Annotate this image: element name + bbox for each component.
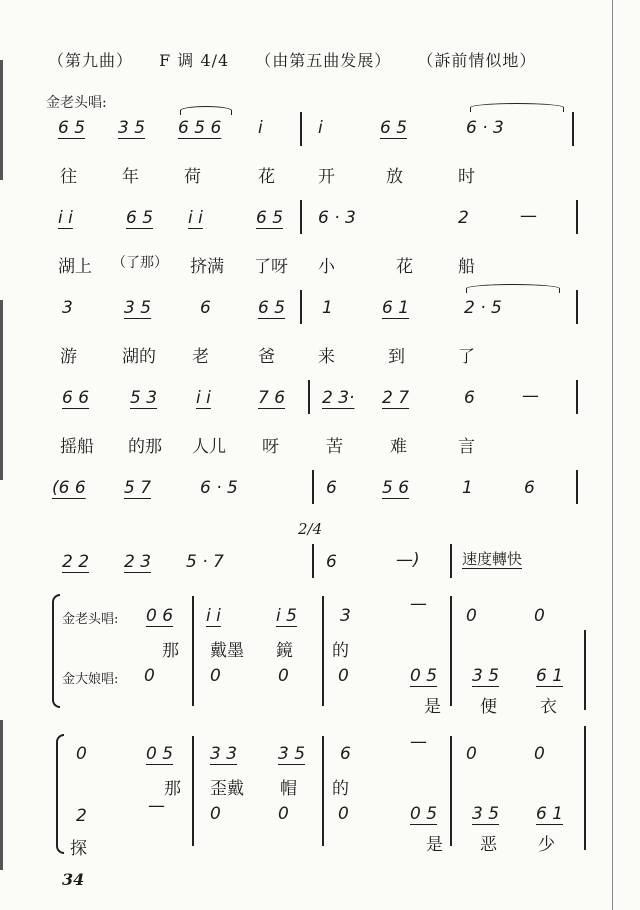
bar-line [576, 470, 578, 504]
note: 0 [338, 666, 349, 686]
staff-brace [56, 734, 64, 854]
note: 0 [534, 744, 545, 764]
bar-line [576, 200, 578, 234]
singer-label: 金老头唱: [46, 95, 107, 111]
lyric: 是 [424, 697, 441, 717]
lyric: 摇船 [60, 437, 94, 457]
lyric: 花 [396, 257, 413, 277]
lyric: 那 [162, 641, 179, 661]
note: — [520, 206, 537, 226]
binding-mark [0, 300, 3, 480]
lyric: 湖的 [122, 347, 156, 367]
bar-line [192, 596, 194, 706]
lyric: 探 [70, 839, 87, 859]
note: 6 [524, 478, 535, 498]
lyric: 言 [458, 437, 475, 457]
bar-line [300, 112, 302, 146]
piece-header [48, 48, 556, 71]
note: 0 [210, 666, 221, 686]
note: 5 · 7 [186, 552, 224, 572]
note: i [318, 118, 323, 138]
slur [470, 103, 564, 112]
note: 1 [322, 298, 333, 318]
note: 0 5 [410, 804, 438, 824]
lyric: 帽 [280, 779, 297, 799]
note: 0 [278, 804, 289, 824]
bar-line [450, 736, 452, 846]
note: i i [206, 606, 221, 626]
singer-label: 金老头唱: [62, 612, 119, 627]
lyric: 少 [538, 835, 555, 855]
note: i i [58, 208, 73, 228]
lyric: 游 [60, 347, 77, 367]
note: 3 [340, 606, 351, 626]
note: 5 3 [130, 388, 158, 408]
note: i 5 [276, 606, 297, 626]
note: 3 [62, 298, 73, 318]
lyric: 便 [480, 697, 497, 717]
note: 0 [278, 666, 289, 686]
lyric: 到 [388, 347, 405, 367]
note: 0 [76, 744, 87, 764]
lyric: 苦 [326, 437, 343, 457]
note: i i [196, 388, 211, 408]
lyric: 放 [386, 167, 403, 187]
bar-line [572, 112, 574, 146]
note: 1 [462, 478, 473, 498]
bar-line [192, 736, 194, 846]
mood-note: （訴前情似地） [417, 51, 537, 70]
note: 6 [340, 744, 351, 764]
lyric: 那 [164, 779, 181, 799]
lyric: 挤满 [190, 257, 224, 277]
staff-brace [52, 594, 60, 708]
bar-line [312, 544, 314, 578]
bar-line [450, 544, 452, 578]
note: 6 1 [536, 666, 564, 686]
note: 6 · 5 [200, 478, 238, 498]
note: 6 6 [62, 388, 90, 408]
lyric: （了那） [112, 255, 168, 271]
note: 6 [326, 478, 337, 498]
note: 0 [210, 804, 221, 824]
note: i [258, 118, 263, 138]
lyric: 往 [60, 167, 77, 187]
origin-note: （由第五曲发展） [255, 51, 392, 70]
lyric: 了呀 [254, 257, 288, 277]
lyric: 是 [426, 835, 443, 855]
slur [180, 106, 232, 115]
bar-line [450, 596, 452, 706]
lyric: 衣 [540, 697, 557, 717]
lyric: 呀 [262, 437, 279, 457]
note: 0 [144, 666, 155, 686]
note: 6 5 [256, 208, 284, 228]
lyric: 人儿 [192, 437, 226, 457]
key-signature: F 调 4/4 [159, 51, 230, 70]
note: 6 [464, 388, 475, 408]
slur [466, 284, 560, 293]
note: 6 1 [536, 804, 564, 824]
note: 2 [458, 208, 469, 228]
note: — [522, 386, 539, 406]
lyric: 小 [318, 257, 335, 277]
lyric: 的 [332, 779, 349, 799]
note: 6 5 [58, 118, 86, 138]
singer-label: 金大娘唱: [62, 672, 119, 687]
note: i i [188, 208, 203, 228]
lyric: 难 [390, 437, 407, 457]
lyric: 爸 [258, 347, 275, 367]
note: — [410, 594, 427, 614]
note: 6 [326, 552, 337, 572]
note: 6 5 [258, 298, 286, 318]
note: 0 6 [146, 606, 174, 626]
lyric: 时 [458, 167, 475, 187]
bar-line [576, 290, 578, 324]
note: 3 5 [124, 298, 152, 318]
lyric: 花 [258, 167, 275, 187]
lyric: 恶 [480, 835, 497, 855]
bar-line [312, 470, 314, 504]
bar-line [308, 380, 310, 414]
note: 5 7 [124, 478, 152, 498]
tempo-marking: 速度轉快 [462, 550, 523, 568]
note: 0 5 [410, 666, 438, 686]
bar-line [584, 630, 586, 710]
note: 0 [466, 606, 477, 626]
binding-mark [0, 60, 3, 180]
lyric: 老 [192, 347, 209, 367]
lyric: 鏡 [276, 641, 293, 661]
lyric: 荷 [184, 167, 201, 187]
lyric: 湖上 [58, 257, 92, 277]
bar-line [322, 736, 324, 846]
note: —) [396, 550, 420, 570]
lyric: 歪戴 [210, 779, 244, 799]
time-signature-change: 2/4 [298, 520, 323, 538]
note: 5 6 [382, 478, 410, 498]
lyric: 来 [318, 347, 335, 367]
note: 2 [76, 806, 87, 826]
note: 6 5 [380, 118, 408, 138]
lyric: 戴墨 [210, 641, 244, 661]
note: 2 2 [62, 552, 90, 572]
lyric: 了 [458, 347, 475, 367]
note: 3 5 [118, 118, 146, 138]
lyric: 船 [458, 257, 475, 277]
note: 2 · 5 [464, 298, 502, 318]
note: 3 5 [472, 666, 500, 686]
note: 3 5 [278, 744, 306, 764]
bar-line [576, 380, 578, 414]
note: (6 6 [52, 478, 86, 498]
bar-line [322, 596, 324, 706]
piece-title: （第九曲） [48, 51, 134, 70]
note: 3 5 [472, 804, 500, 824]
note: 3 3 [210, 744, 238, 764]
bar-line [584, 726, 586, 850]
note: 0 [338, 804, 349, 824]
note: 7 6 [258, 388, 286, 408]
note: 2 7 [382, 388, 410, 408]
note: — [148, 796, 165, 816]
note: 6 · 3 [318, 208, 356, 228]
lyric: 的那 [128, 437, 162, 457]
note: 0 5 [146, 744, 174, 764]
lyric: 年 [122, 167, 139, 187]
bar-line [300, 290, 302, 324]
note: 6 5 6 [178, 118, 222, 138]
note: 0 [466, 744, 477, 764]
note: 6 · 3 [466, 118, 504, 138]
lyric: 开 [318, 167, 335, 187]
note: 6 1 [382, 298, 410, 318]
page-edge [612, 0, 613, 910]
note: 0 [534, 606, 545, 626]
note: 2 3· [322, 388, 355, 408]
lyric: 的 [332, 641, 349, 661]
note: 6 [200, 298, 211, 318]
binding-mark [0, 720, 3, 870]
note: — [410, 732, 427, 752]
note: 2 3 [124, 552, 152, 572]
page-number: 34 [62, 870, 85, 889]
bar-line [300, 200, 302, 234]
note: 6 5 [126, 208, 154, 228]
